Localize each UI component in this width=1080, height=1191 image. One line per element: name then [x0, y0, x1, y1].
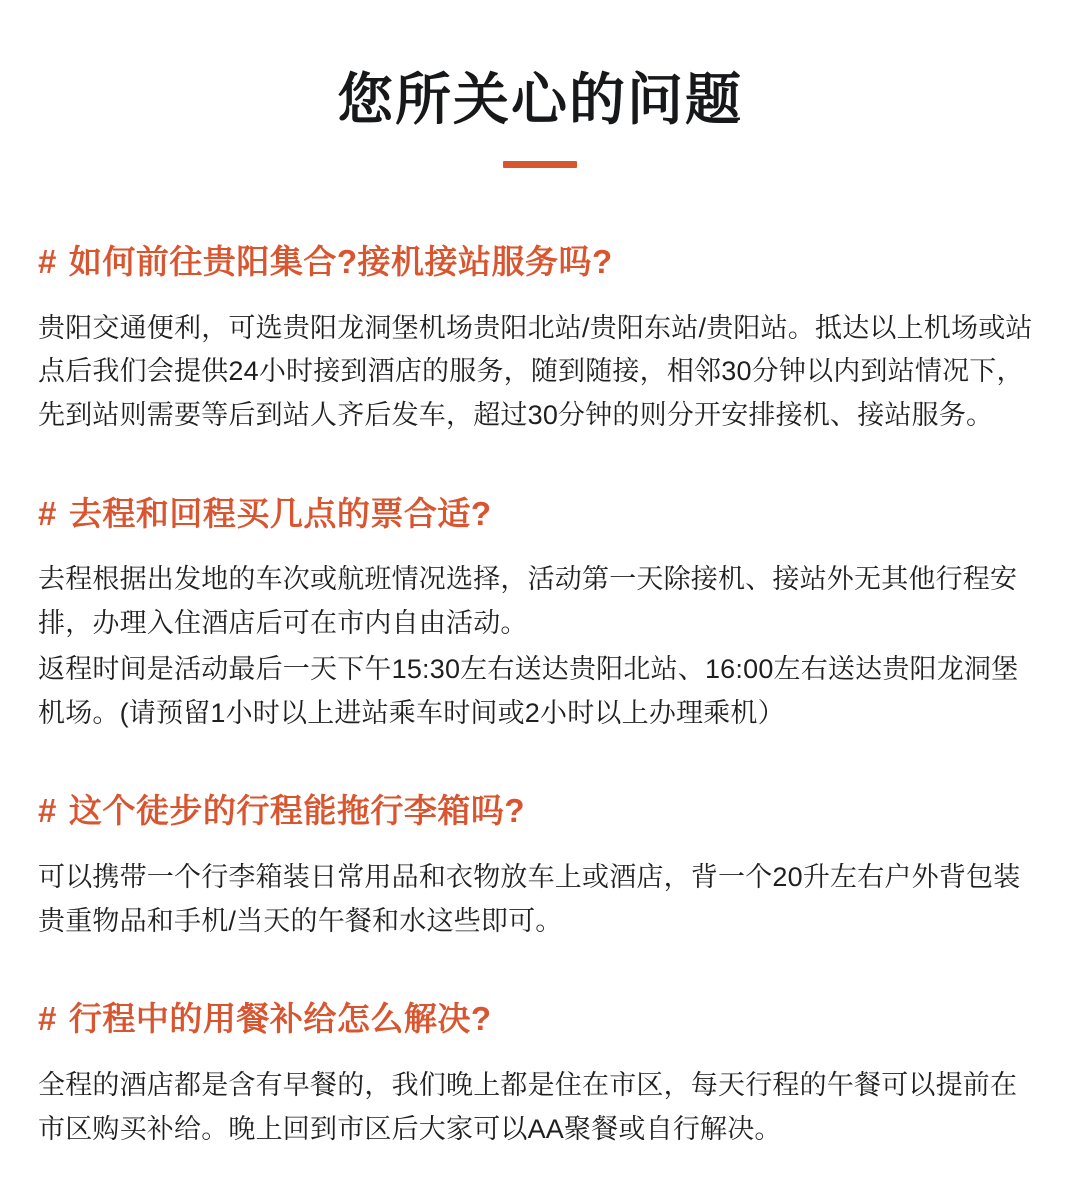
faq-item: [38, 492, 1042, 735]
hash-icon: #: [38, 792, 57, 830]
faq-question: [38, 492, 1042, 537]
faq-question: [38, 997, 1042, 1042]
faq-answer: [38, 856, 1042, 943]
faq-question-text: 行程中的用餐补给怎么解决?: [68, 1000, 492, 1038]
page-title: 您所关心的问题: [337, 68, 743, 131]
faq-item: [38, 789, 1042, 943]
faq-answer-paragraph: 贵阳交通便利，可选贵阳龙洞堡机场贵阳北站/贵阳东站/贵阳站。抵达以上机场或站点后我们会提供24小时接到酒店的服务，随到随接，相邻30分钟以内到站情况下，先到站则需要等后到站人齐后发车，超过30分钟的则分开安排接机、接站服务。: [38, 312, 1033, 431]
faq-answer-paragraph: 可以携带一个行李箱装日常用品和衣物放车上或酒店，背一个20升左右户外背包装贵重物品和手机/当天的午餐和水这些即可。: [38, 861, 1021, 936]
hash-icon: #: [38, 1000, 57, 1038]
page-header: [38, 0, 1042, 168]
faq-question: [38, 789, 1042, 834]
hash-icon: #: [38, 494, 57, 532]
faq-question-text: 如何前往贵阳集合?接机接站服务吗?: [68, 243, 613, 281]
faq-item: [38, 997, 1042, 1151]
faq-list: [38, 240, 1042, 1151]
faq-answer-paragraph: 全程的酒店都是含有早餐的，我们晚上都是住在市区，每天行程的午餐可以提前在市区购买补给。晚上回到市区后大家可以AA聚餐或自行解决。: [38, 1069, 1018, 1144]
faq-answer: [38, 558, 1042, 735]
hash-icon: #: [38, 243, 57, 281]
title-underline-rule: [503, 161, 577, 168]
faq-answer-paragraph: 去程根据出发地的车次或航班情况选择，活动第一天除接机、接站外无其他行程安排，办理入住酒店后可在市内自由活动。: [38, 564, 1018, 639]
faq-answer: [38, 1064, 1042, 1151]
faq-question: [38, 240, 1042, 285]
faq-answer-paragraph: 返程时间是活动最后一天下午15:30左右送达贵阳北站、16:00左右送达贵阳龙洞堡机场。(请预留1小时以上进站乘车时间或2小时以上办理乘机）: [38, 653, 1019, 728]
faq-item: [38, 240, 1042, 438]
faq-question-text: 去程和回程买几点的票合适?: [68, 494, 492, 532]
faq-question-text: 这个徒步的行程能拖行李箱吗?: [68, 792, 526, 830]
faq-answer: [38, 307, 1042, 438]
